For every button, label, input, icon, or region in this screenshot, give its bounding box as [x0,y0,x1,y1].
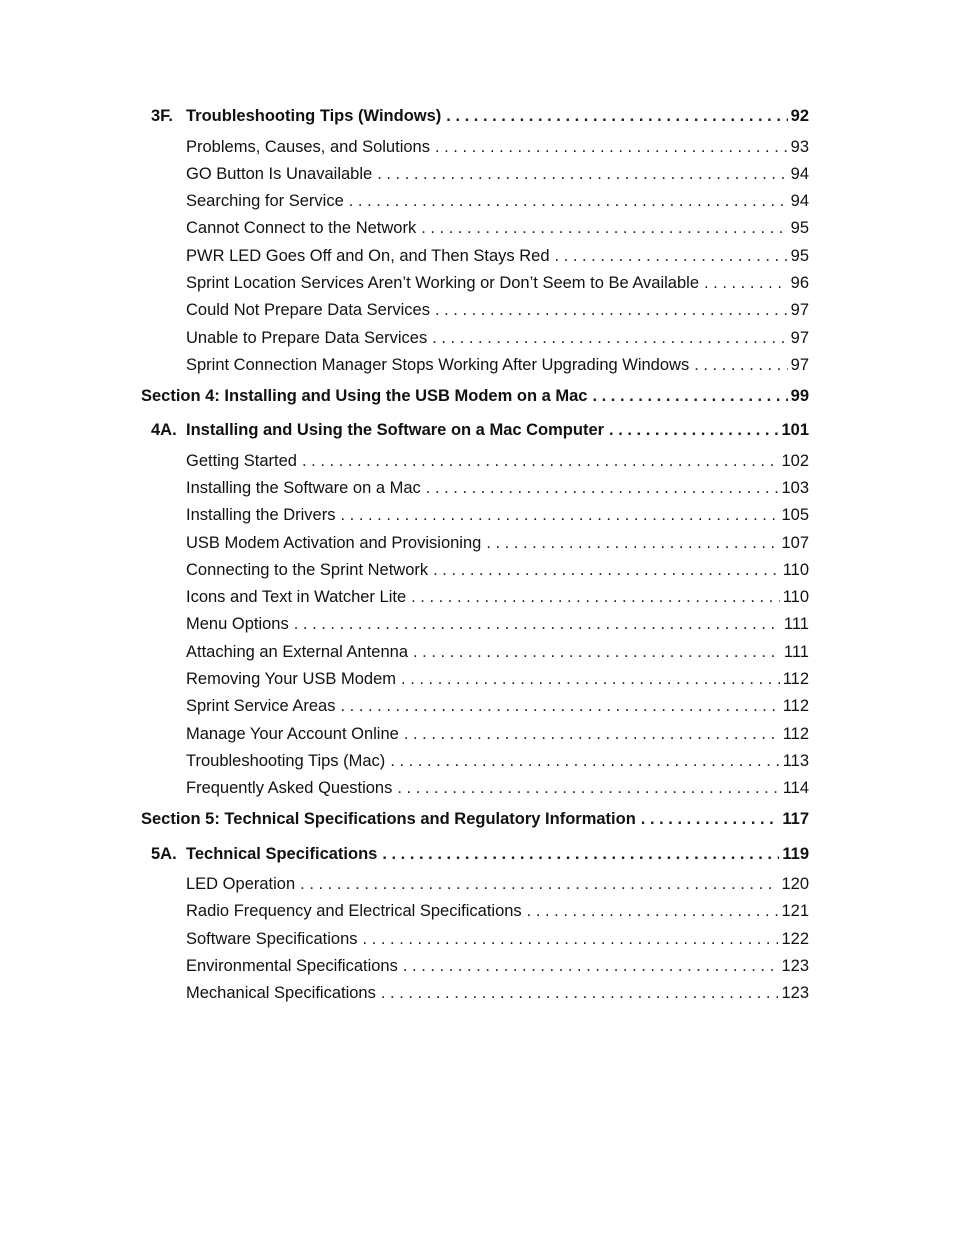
toc-page-number: 93 [790,138,809,156]
toc-title: Sprint Connection Manager Stops Working After Upgrading Windows [186,356,690,374]
toc-title: Getting Started [186,452,297,470]
toc-page-number: 120 [781,875,809,893]
toc-title: Menu Options [186,615,289,633]
toc-page-number: 94 [790,165,809,183]
toc-leader-dots [435,299,788,321]
toc-page-number: 99 [790,387,809,405]
toc-leader-dots [390,750,779,772]
toc-title: Attaching an External Antenna [186,643,408,661]
toc-leader-dots [555,245,788,267]
toc-title: Frequently Asked Questions [186,779,393,797]
toc-item[interactable] [0,190,954,212]
toc-title: Technical Specifications [186,845,378,863]
toc-item[interactable] [0,163,954,185]
toc-page-number: 122 [781,930,809,948]
toc-leader-dots [641,808,780,830]
toc-title: Searching for Service [186,192,344,210]
toc-leader-dots [377,163,787,185]
toc-page-number: 102 [781,452,809,470]
toc-leader-dots [704,272,788,294]
toc-leader-dots [300,873,778,895]
toc-page-number: 111 [783,615,809,633]
toc-item[interactable] [0,641,954,663]
toc-title: LED Operation [186,875,296,893]
toc-page-number: 110 [782,561,809,579]
toc-item[interactable] [0,873,954,895]
toc-item[interactable] [0,299,954,321]
toc-title: Installing the Drivers [186,506,336,524]
toc-leader-dots [403,955,779,977]
toc-page-number: 112 [782,697,809,715]
toc-chapter-code: 3F. [151,107,174,125]
toc-page-number: 110 [782,588,809,606]
toc-chapter-code: 4A. [151,421,177,439]
toc-title: Section 5: Technical Specifications and Regulatory Information [141,810,636,828]
toc-title: GO Button Is Unavailable [186,165,373,183]
toc-title: Troubleshooting Tips (Windows) [186,107,442,125]
toc-page-number: 97 [790,329,809,347]
toc-leader-dots [694,354,787,376]
toc-item[interactable] [0,327,954,349]
toc-title: Removing Your USB Modem [186,670,397,688]
toc-title: Installing the Software on a Mac [186,479,421,497]
toc-page-number: 97 [790,356,809,374]
toc-page-number: 112 [782,670,809,688]
toc-page-number: 95 [790,219,809,237]
toc-page-number: 112 [782,725,809,743]
toc-leader-dots [302,450,778,472]
toc-title: Environmental Specifications [186,957,398,975]
toc-title: Section 4: Installing and Using the USB Modem on a Mac [141,387,588,405]
toc-title: Unable to Prepare Data Services [186,329,428,347]
toc-page-number: 94 [790,192,809,210]
toc-item[interactable] [0,136,954,158]
toc-title: Troubleshooting Tips (Mac) [186,752,386,770]
toc-title: Software Specifications [186,930,358,948]
toc-leader-dots [413,641,781,663]
toc-title: Mechanical Specifications [186,984,376,1002]
toc-title: Radio Frequency and Electrical Specifications [186,902,522,920]
toc-page-number: 113 [782,752,809,770]
toc-item[interactable] [0,272,954,294]
toc-item[interactable] [0,354,954,376]
toc-item[interactable] [0,777,954,799]
toc-leader-dots [340,504,778,526]
toc-leader-dots [426,477,779,499]
toc-section[interactable] [0,385,954,407]
toc-chapter[interactable] [0,843,954,865]
toc-item[interactable] [0,450,954,472]
toc-item[interactable] [0,695,954,717]
toc-item[interactable] [0,750,954,772]
toc-leader-dots [486,532,778,554]
toc-leader-dots [401,668,780,690]
toc-leader-dots [432,327,787,349]
toc-title: Sprint Service Areas [186,697,336,715]
toc-leader-dots [609,419,778,441]
toc-title: Icons and Text in Watcher Lite [186,588,407,606]
toc-leader-dots [433,559,780,581]
toc-item[interactable] [0,982,954,1004]
toc-page-number: 111 [783,643,809,661]
toc-page-number: 97 [790,301,809,319]
toc-leader-dots [421,217,787,239]
toc-item[interactable] [0,217,954,239]
toc-title: Installing and Using the Software on a Mac Computer [186,421,605,439]
toc-section[interactable] [0,808,954,830]
toc-leader-dots [349,190,788,212]
toc-title: Manage Your Account Online [186,725,399,743]
toc-item[interactable] [0,613,954,635]
toc-page-number: 92 [790,107,809,125]
toc-page-number: 123 [781,984,809,1002]
toc-leader-dots [411,586,780,608]
toc-title: Problems, Causes, and Solutions [186,138,430,156]
toc-item[interactable] [0,928,954,950]
toc-leader-dots [527,900,779,922]
toc-title: USB Modem Activation and Provisioning [186,534,482,552]
toc-title: Cannot Connect to the Network [186,219,417,237]
toc-item[interactable] [0,504,954,526]
toc-leader-dots [592,385,787,407]
toc-item[interactable] [0,586,954,608]
toc-item[interactable] [0,559,954,581]
toc-leader-dots [340,695,779,717]
toc-leader-dots [363,928,779,950]
toc-title: Sprint Location Services Aren’t Working or Don’t Seem to Be Available [186,274,699,292]
toc-leader-dots [294,613,781,635]
toc-page-number: 107 [781,534,809,552]
toc-item[interactable] [0,532,954,554]
toc-page-number: 103 [781,479,809,497]
toc-leader-dots [404,723,780,745]
toc-leader-dots [381,982,779,1004]
toc-leader-dots [382,843,779,865]
toc-item[interactable] [0,955,954,977]
toc-item[interactable] [0,477,954,499]
toc-leader-dots [435,136,788,158]
toc-title: PWR LED Goes Off and On, and Then Stays Red [186,247,550,265]
toc-page-number: 101 [781,421,809,439]
toc-page-number: 114 [782,779,809,797]
toc-page-number: 95 [790,247,809,265]
toc-page-number: 117 [782,810,809,828]
toc-item[interactable] [0,668,954,690]
toc-page-number: 119 [782,845,809,863]
toc-page-number: 121 [781,902,809,920]
toc-title: Connecting to the Sprint Network [186,561,429,579]
toc-item[interactable] [0,245,954,267]
toc-page-number: 96 [790,274,809,292]
toc-chapter[interactable] [0,105,954,127]
toc-leader-dots [446,105,787,127]
toc-title: Could Not Prepare Data Services [186,301,430,319]
toc-item[interactable] [0,723,954,745]
toc-page-number: 105 [781,506,809,524]
toc-leader-dots [397,777,779,799]
toc-chapter[interactable] [0,419,954,441]
toc-chapter-code: 5A. [151,845,177,863]
toc-page-number: 123 [781,957,809,975]
toc-item[interactable] [0,900,954,922]
